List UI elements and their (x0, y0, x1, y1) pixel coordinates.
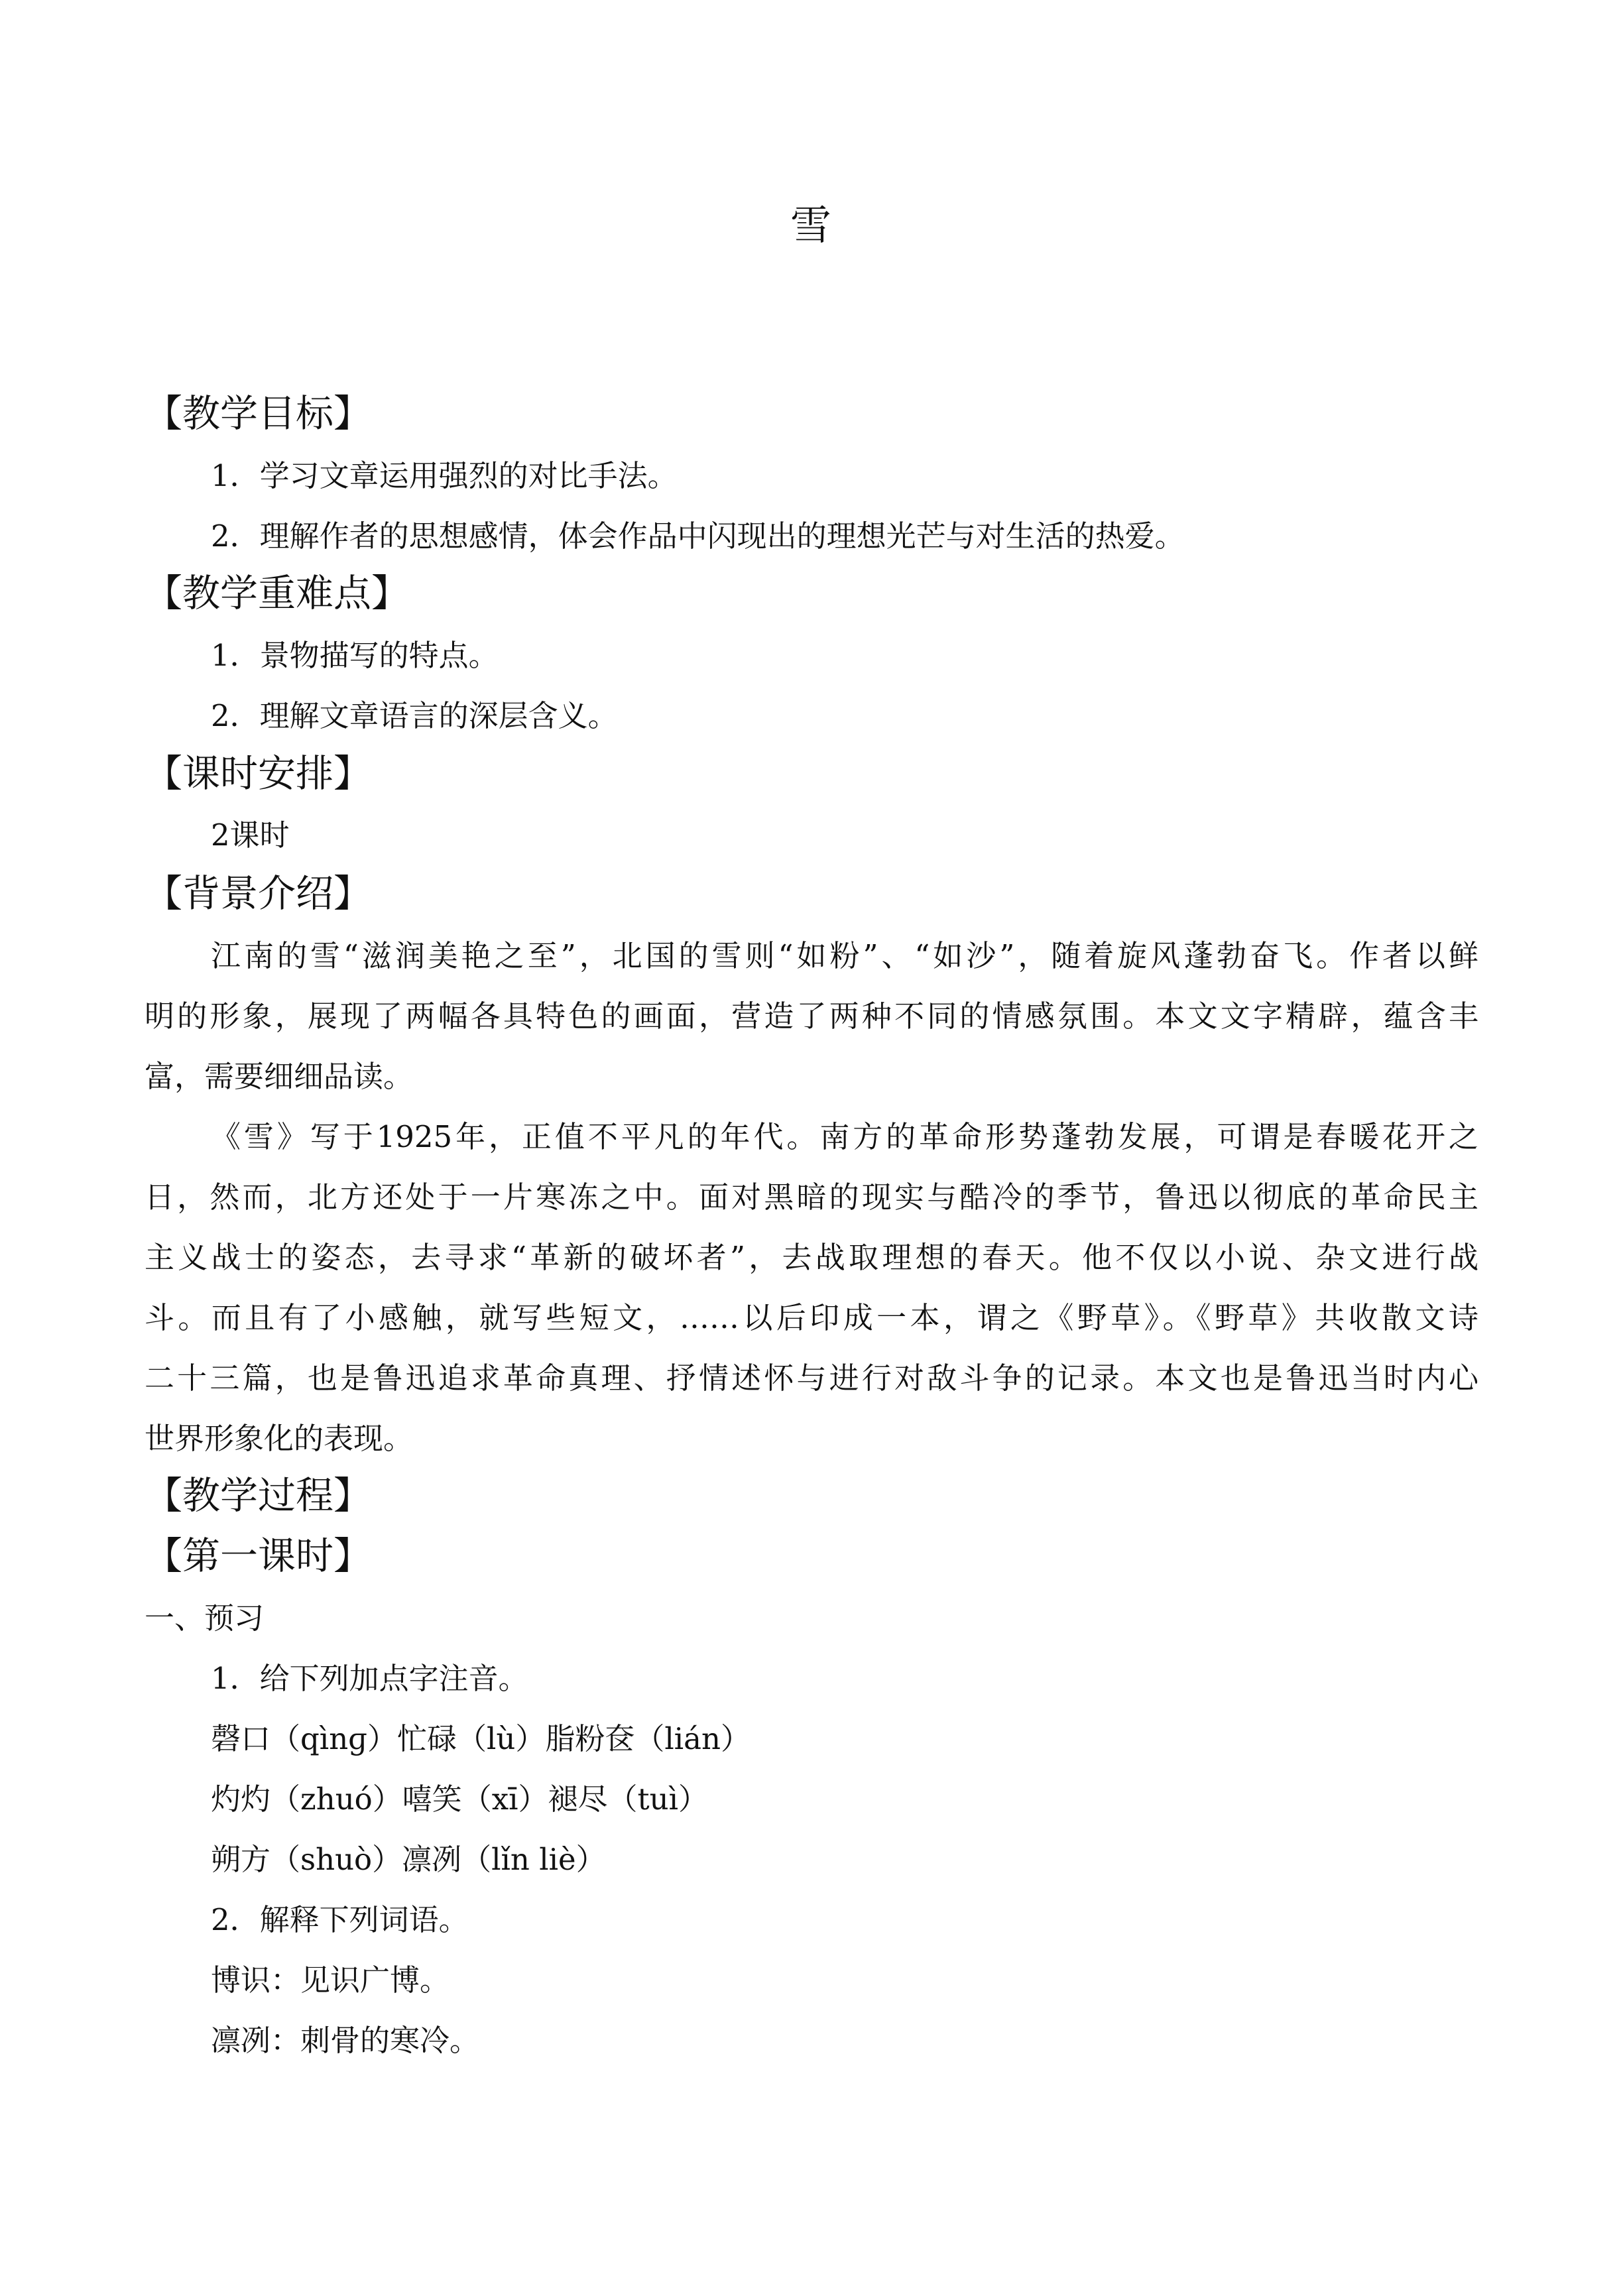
definition-line: 博识：见识广博。 (211, 1963, 450, 1998)
key-point-item-1: 1．景物描写的特点。 (211, 638, 499, 673)
question-1: 1．给下列加点字注音。 (211, 1661, 528, 1696)
heading-schedule: 【课时安排】 (145, 752, 371, 796)
heading-objectives: 【教学目标】 (145, 392, 371, 436)
background-para2-line: 二十三篇，也是鲁迅追求革命真理、抒情述怀与进行对敌斗争的记录。本文也是鲁迅当时内心 (145, 1360, 1478, 1396)
pinyin-line: 朔方（shuò）凛冽（lǐn liè） (211, 1842, 606, 1877)
schedule-text: 2课时 (211, 817, 290, 853)
heading-lesson-1: 【第一课时】 (145, 1534, 371, 1578)
background-para2-line: 主义战士的姿态，去寻求“革新的破坏者”，去战取理想的春天。他不仅以小说、杂文进行战 (145, 1240, 1478, 1275)
background-para1-line: 明的形象，展现了两幅各具特色的画面，营造了两种不同的情感氛围。本文文字精辟，蕴含丰 (145, 998, 1478, 1034)
background-para2-line: 世界形象化的表现。 (145, 1421, 414, 1456)
heading-background: 【背景介绍】 (145, 872, 371, 916)
heading-process: 【教学过程】 (145, 1474, 371, 1518)
background-para2-line: 斗。而且有了小感触，就写些短文，……以后印成一本，谓之《野草》。《野草》共收散文诗 (145, 1300, 1478, 1335)
objective-item-1: 1．学习文章运用强烈的对比手法。 (211, 458, 678, 493)
heading-key-points: 【教学重难点】 (145, 572, 409, 615)
question-2: 2．解释下列词语。 (211, 1902, 469, 1937)
definition-line: 凛冽：刺骨的寒冷。 (211, 2023, 480, 2058)
page-title: 雪 (790, 201, 833, 249)
background-para1-line: 富，需要细细品读。 (145, 1059, 414, 1094)
key-point-item-2: 2．理解文章语言的深层含义。 (211, 698, 618, 733)
background-para1-line: 江南的雪“滋润美艳之至”，北国的雪则“如粉”、“如沙”，随着旋风蓬勃奋飞。作者以鲜 (211, 938, 1478, 973)
part1-title: 一、预习 (145, 1601, 265, 1636)
background-para2-line: 《雪》写于1925年，正值不平凡的年代。南方的革命形势蓬勃发展，可谓是春暖花开之 (211, 1119, 1478, 1154)
objective-item-2: 2．理解作者的思想感情，体会作品中闪现出的理想光芒与对生活的热爱。 (211, 518, 1185, 554)
pinyin-line: 磬口（qìnɡ）忙碌（lù）脂粉奁（lián） (211, 1721, 751, 1756)
pinyin-line: 灼灼（zhuó）嘻笑（xī）褪尽（tuì） (211, 1782, 708, 1817)
background-para2-line: 日，然而，北方还处于一片寒冻之中。面对黑暗的现实与酷冷的季节，鲁迅以彻底的革命民主 (145, 1179, 1478, 1215)
